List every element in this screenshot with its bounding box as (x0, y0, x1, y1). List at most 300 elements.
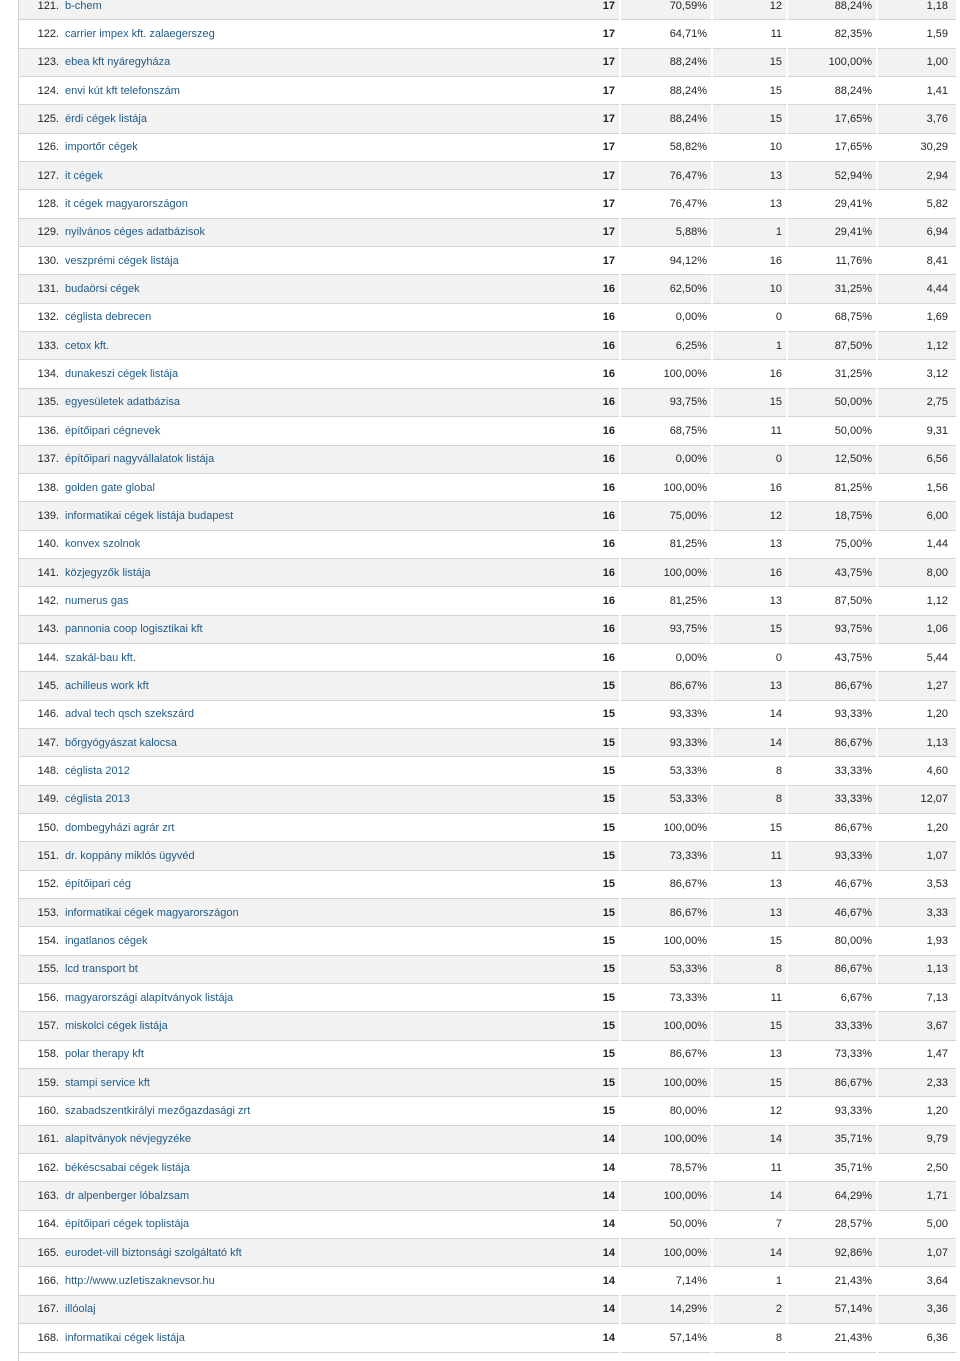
count-value: 10 (712, 133, 787, 161)
percent-value-2: 43,75% (787, 643, 877, 671)
percent-value-2: 64,29% (787, 1182, 877, 1210)
percent-value: 7,14% (620, 1267, 712, 1295)
table-row (19, 1069, 956, 1097)
keyword-link[interactable]: céglista 2013 (61, 785, 529, 813)
percent-value: 58,82% (620, 133, 712, 161)
row-rank: 154. (19, 927, 61, 955)
table-row (19, 984, 956, 1012)
table-row (19, 757, 956, 785)
keyword-link[interactable]: achilleus work kft (61, 672, 529, 700)
keyword-link[interactable]: it cégek magyarországon (61, 190, 529, 218)
average-value: 30,29 (877, 133, 956, 161)
row-rank: 150. (19, 813, 61, 841)
count-value: 15 (712, 105, 787, 133)
count-value: 13 (712, 190, 787, 218)
percent-value-2: 50,00% (787, 417, 877, 445)
table-row (19, 445, 956, 473)
clicks-value: 16 (529, 587, 620, 615)
count-value: 11 (712, 842, 787, 870)
table-row (19, 20, 956, 48)
clicks-value: 16 (529, 558, 620, 586)
count-value: 12 (712, 1097, 787, 1125)
row-rank: 138. (19, 473, 61, 501)
row-rank: 140. (19, 530, 61, 558)
clicks-value: 16 (529, 502, 620, 530)
percent-value-2: 86,67% (787, 728, 877, 756)
keyword-link[interactable]: importőr cégek (61, 133, 529, 161)
average-value: 1,13 (877, 728, 956, 756)
row-rank: 164. (19, 1210, 61, 1238)
average-value: 8,00 (877, 558, 956, 586)
count-value: 0 (712, 303, 787, 331)
row-rank: 134. (19, 360, 61, 388)
percent-value-2: 46,67% (787, 899, 877, 927)
clicks-value: 15 (529, 1012, 620, 1040)
row-rank: 121. (19, 0, 61, 20)
row-rank: 155. (19, 955, 61, 983)
percent-value-2: 100,00% (787, 48, 877, 76)
count-value: 13 (712, 162, 787, 190)
row-rank: 124. (19, 77, 61, 105)
row-rank: 165. (19, 1239, 61, 1267)
percent-value-2: 52,94% (787, 162, 877, 190)
table-row (19, 1040, 956, 1068)
percent-value: 100,00% (620, 1069, 712, 1097)
average-value: 1,47 (877, 1040, 956, 1068)
keyword-link[interactable]: carrier impex kft. zalaegerszeg (61, 20, 529, 48)
table-row (19, 502, 956, 530)
average-value: 1,07 (877, 1239, 956, 1267)
table-row (19, 190, 956, 218)
percent-value: 81,25% (620, 530, 712, 558)
percent-value: 73,33% (620, 842, 712, 870)
keyword-link[interactable]: numerus gas (61, 587, 529, 615)
count-value: 8 (712, 785, 787, 813)
table-row (19, 558, 956, 586)
clicks-value: 15 (529, 984, 620, 1012)
percent-value: 93,33% (620, 700, 712, 728)
percent-value: 93,75% (620, 615, 712, 643)
percent-value-2: 82,35% (787, 20, 877, 48)
average-value: 3,53 (877, 870, 956, 898)
row-rank: 144. (19, 643, 61, 671)
row-rank: 160. (19, 1097, 61, 1125)
table-row (19, 473, 956, 501)
average-value: 3,67 (877, 1012, 956, 1040)
count-value: 16 (712, 360, 787, 388)
clicks-value: 14 (529, 1182, 620, 1210)
keyword-link[interactable]: cetox kft. (61, 332, 529, 360)
row-rank: 156. (19, 984, 61, 1012)
percent-value-2: 33,33% (787, 1012, 877, 1040)
count-value: 11 (712, 984, 787, 1012)
percent-value: 0,00% (620, 445, 712, 473)
clicks-value: 14 (529, 1154, 620, 1182)
clicks-value: 14 (529, 1210, 620, 1238)
percent-value-2: 86,67% (787, 672, 877, 700)
percent-value-2: 80,00% (787, 927, 877, 955)
clicks-value: 15 (529, 1097, 620, 1125)
count-value: 15 (712, 77, 787, 105)
percent-value-2: 57,14% (787, 1295, 877, 1323)
clicks-value: 15 (529, 813, 620, 841)
keyword-link[interactable]: békéscsabai cégek listája (61, 1154, 529, 1182)
percent-value: 88,24% (620, 48, 712, 76)
table-row (19, 1239, 956, 1267)
clicks-value: 16 (529, 473, 620, 501)
average-value: 1,20 (877, 700, 956, 728)
average-value: 1,18 (877, 0, 956, 20)
keyword-link[interactable]: it cégek (61, 162, 529, 190)
row-rank: 151. (19, 842, 61, 870)
table-row (19, 842, 956, 870)
row-rank: 152. (19, 870, 61, 898)
count-value: 14 (712, 1125, 787, 1153)
count-value: 11 (712, 417, 787, 445)
percent-value-2: 33,33% (787, 757, 877, 785)
percent-value-2: 86,67% (787, 813, 877, 841)
table-row (19, 162, 956, 190)
table-row (19, 1154, 956, 1182)
average-value: 1,07 (877, 842, 956, 870)
row-rank: 145. (19, 672, 61, 700)
clicks-value: 17 (529, 48, 620, 76)
keyword-link[interactable]: dombegyházi agrár zrt (61, 813, 529, 841)
percent-value-2: 93,75% (787, 615, 877, 643)
keyword-link[interactable]: dr alpenberger lóbalzsam (61, 1182, 529, 1210)
average-value: 6,94 (877, 218, 956, 246)
percent-value-2: 81,25% (787, 473, 877, 501)
percent-value: 14,29% (620, 1295, 712, 1323)
average-value: 3,76 (877, 105, 956, 133)
percent-value-2: 12,50% (787, 445, 877, 473)
percent-value: 100,00% (620, 1012, 712, 1040)
row-rank: 159. (19, 1069, 61, 1097)
keyword-link[interactable]: nyilvános céges adatbázisok (61, 218, 529, 246)
percent-value: 93,33% (620, 728, 712, 756)
count-value: 15 (712, 48, 787, 76)
count-value: 1 (712, 1267, 787, 1295)
table-row (19, 275, 956, 303)
clicks-value: 17 (529, 0, 620, 20)
count-value: 15 (712, 1069, 787, 1097)
percent-value-2: 88,24% (787, 0, 877, 20)
percent-value: 57,14% (620, 1324, 712, 1352)
table-row (19, 700, 956, 728)
row-rank: 125. (19, 105, 61, 133)
percent-value: 78,57% (620, 1154, 712, 1182)
table-row (19, 1125, 956, 1153)
average-value: 8,41 (877, 247, 956, 275)
count-value: 1 (712, 218, 787, 246)
average-value: 2,75 (877, 388, 956, 416)
row-rank: 136. (19, 417, 61, 445)
row-rank: 167. (19, 1295, 61, 1323)
row-rank: 137. (19, 445, 61, 473)
count-value: 16 (712, 247, 787, 275)
table-row (19, 643, 956, 671)
keyword-link[interactable]: stampi service kft (61, 1069, 529, 1097)
count-value: 0 (712, 445, 787, 473)
count-value: 14 (712, 700, 787, 728)
average-value: 6,36 (877, 1324, 956, 1352)
percent-value-2: 17,65% (787, 105, 877, 133)
percent-value: 88,24% (620, 77, 712, 105)
keyword-link[interactable]: illóolaj (61, 1295, 529, 1323)
table-row (19, 48, 956, 76)
table-row (19, 303, 956, 331)
average-value: 12,07 (877, 785, 956, 813)
keyword-link[interactable]: b-chem (61, 0, 529, 20)
row-rank: 149. (19, 785, 61, 813)
keyword-link[interactable]: miskolci cégek listája (61, 1012, 529, 1040)
keyword-link[interactable]: alapítványok névjegyzéke (61, 1125, 529, 1153)
percent-value: 70,59% (620, 0, 712, 20)
percent-value-2: 21,43% (787, 1267, 877, 1295)
keyword-link[interactable]: magyarországi alapítványok listája (61, 984, 529, 1012)
clicks-value: 14 (529, 1267, 620, 1295)
table-row (19, 785, 956, 813)
keyword-link[interactable]: budaörsi cégek (61, 275, 529, 303)
clicks-value: 14 (529, 1239, 620, 1267)
keyword-link[interactable]: pannonia coop logisztikai kft (61, 615, 529, 643)
percent-value: 93,75% (620, 388, 712, 416)
row-rank: 132. (19, 303, 61, 331)
keyword-link[interactable]: szakál-bau kft. (61, 643, 529, 671)
row-rank: 153. (19, 899, 61, 927)
table-row (19, 615, 956, 643)
keyword-link[interactable]: érdi cégek listája (61, 105, 529, 133)
count-value: 13 (712, 672, 787, 700)
keyword-link[interactable]: közjegyzők listája (61, 558, 529, 586)
keyword-link[interactable]: ingatlanos cégek (61, 927, 529, 955)
table-row (19, 1324, 956, 1352)
average-value: 5,00 (877, 1210, 956, 1238)
keyword-link[interactable]: építőipari cég (61, 870, 529, 898)
keyword-link[interactable]: egyesületek adatbázisa (61, 388, 529, 416)
table-row (19, 417, 956, 445)
table-row (19, 105, 956, 133)
percent-value: 75,00% (620, 502, 712, 530)
clicks-value: 15 (529, 899, 620, 927)
table-row (19, 1012, 956, 1040)
row-rank: 139. (19, 502, 61, 530)
count-value: 13 (712, 587, 787, 615)
keyword-link[interactable]: dr. koppány miklós ügyvéd (61, 842, 529, 870)
percent-value: 0,00% (620, 303, 712, 331)
clicks-value: 15 (529, 955, 620, 983)
row-rank: 130. (19, 247, 61, 275)
percent-value: 86,67% (620, 870, 712, 898)
keyword-link[interactable]: http://www.uzletiszaknevsor.hu (61, 1267, 529, 1295)
percent-value-2: 86,67% (787, 1069, 877, 1097)
percent-value: 100,00% (620, 1125, 712, 1153)
keyword-link[interactable]: építőipari nagyvállalatok listája (61, 445, 529, 473)
keyword-link[interactable]: lcd transport bt (61, 955, 529, 983)
count-value: 13 (712, 1040, 787, 1068)
count-value: 7 (712, 1210, 787, 1238)
percent-value-2: 50,00% (787, 388, 877, 416)
percent-value-2: 6,67% (787, 984, 877, 1012)
table-row (19, 899, 956, 927)
count-value: 8 (712, 1324, 787, 1352)
clicks-value: 14 (529, 1295, 620, 1323)
table-row (19, 728, 956, 756)
average-value: 3,64 (877, 1267, 956, 1295)
clicks-value: 17 (529, 247, 620, 275)
keyword-link[interactable]: golden gate global (61, 473, 529, 501)
count-value: 8 (712, 955, 787, 983)
row-rank: 168. (19, 1324, 61, 1352)
clicks-value: 14 (529, 1125, 620, 1153)
count-value: 12 (712, 502, 787, 530)
table-row (19, 388, 956, 416)
keyword-link[interactable]: adval tech qsch szekszárd (61, 700, 529, 728)
keyword-link[interactable]: veszprémi cégek listája (61, 247, 529, 275)
percent-value: 73,33% (620, 984, 712, 1012)
row-rank: 133. (19, 332, 61, 360)
keyword-link[interactable]: informatikai cégek listája (61, 1324, 529, 1352)
average-value: 2,94 (877, 162, 956, 190)
clicks-value: 17 (529, 162, 620, 190)
keyword-link[interactable]: informatikai cégek magyarországon (61, 899, 529, 927)
average-value: 1,06 (877, 615, 956, 643)
table-row (19, 870, 956, 898)
count-value: 14 (712, 1182, 787, 1210)
clicks-value: 15 (529, 757, 620, 785)
row-rank: 135. (19, 388, 61, 416)
keyword-link[interactable]: konvex szolnok (61, 530, 529, 558)
count-value: 15 (712, 388, 787, 416)
average-value: 5,44 (877, 643, 956, 671)
percent-value: 53,33% (620, 785, 712, 813)
percent-value: 50,00% (620, 1210, 712, 1238)
average-value: 1,20 (877, 813, 956, 841)
percent-value: 53,33% (620, 955, 712, 983)
table-row (19, 1267, 956, 1295)
count-value: 1 (712, 332, 787, 360)
keyword-link[interactable]: szabadszentkirályi mezőgazdasági zrt (61, 1097, 529, 1125)
clicks-value: 17 (529, 133, 620, 161)
table-row (19, 1097, 956, 1125)
table-row (19, 587, 956, 615)
table-row (19, 247, 956, 275)
clicks-value: 15 (529, 700, 620, 728)
clicks-value: 16 (529, 332, 620, 360)
keyword-link[interactable]: ebea kft nyáregyháza (61, 48, 529, 76)
percent-value-2: 88,24% (787, 77, 877, 105)
table-row (19, 530, 956, 558)
clicks-value: 17 (529, 218, 620, 246)
percent-value-2: 93,33% (787, 1097, 877, 1125)
average-value: 1,71 (877, 1182, 956, 1210)
count-value: 16 (712, 558, 787, 586)
percent-value-2: 87,50% (787, 587, 877, 615)
count-value: 13 (712, 530, 787, 558)
row-rank: 141. (19, 558, 61, 586)
count-value: 11 (712, 1154, 787, 1182)
percent-value-2: 87,50% (787, 332, 877, 360)
average-value: 4,44 (877, 275, 956, 303)
table-row (19, 1182, 956, 1210)
percent-value-2: 86,67% (787, 955, 877, 983)
row-rank: 129. (19, 218, 61, 246)
keyword-link[interactable]: polar therapy kft (61, 1040, 529, 1068)
keyword-link[interactable]: envi kút kft telefonszám (61, 77, 529, 105)
keyword-link[interactable]: bőrgyógyászat kalocsa (61, 728, 529, 756)
row-rank: 127. (19, 162, 61, 190)
percent-value-2: 31,25% (787, 275, 877, 303)
clicks-value: 17 (529, 20, 620, 48)
average-value: 1,41 (877, 77, 956, 105)
average-value: 1,20 (877, 1097, 956, 1125)
clicks-value: 17 (529, 190, 620, 218)
keyword-link[interactable]: építőipari cégek toplistája (61, 1210, 529, 1238)
percent-value: 86,67% (620, 1040, 712, 1068)
table-row (19, 955, 956, 983)
table-row (19, 0, 956, 20)
average-value: 2,33 (877, 1069, 956, 1097)
average-value: 3,12 (877, 360, 956, 388)
average-value: 1,27 (877, 672, 956, 700)
row-rank: 158. (19, 1040, 61, 1068)
row-rank: 166. (19, 1267, 61, 1295)
clicks-value: 16 (529, 615, 620, 643)
average-value: 1,44 (877, 530, 956, 558)
clicks-value: 17 (529, 77, 620, 105)
keyword-link[interactable]: informatikai cégek listája budapest (61, 502, 529, 530)
table-row (19, 77, 956, 105)
clicks-value: 16 (529, 643, 620, 671)
percent-value: 100,00% (620, 927, 712, 955)
average-value: 1,00 (877, 48, 956, 76)
percent-value-2: 92,86% (787, 1239, 877, 1267)
clicks-value: 15 (529, 870, 620, 898)
clicks-value: 16 (529, 445, 620, 473)
table-row (19, 927, 956, 955)
keyword-link[interactable]: céglista 2012 (61, 757, 529, 785)
keyword-link[interactable]: céglista debrecen (61, 303, 529, 331)
row-rank: 142. (19, 587, 61, 615)
average-value: 5,82 (877, 190, 956, 218)
clicks-value: 16 (529, 530, 620, 558)
percent-value: 5,88% (620, 218, 712, 246)
keyword-table-body (19, 0, 956, 1352)
count-value: 8 (712, 757, 787, 785)
percent-value-2: 31,25% (787, 360, 877, 388)
clicks-value: 16 (529, 360, 620, 388)
percent-value-2: 46,67% (787, 870, 877, 898)
table-row (19, 360, 956, 388)
percent-value-2: 93,33% (787, 842, 877, 870)
percent-value: 100,00% (620, 473, 712, 501)
average-value: 7,13 (877, 984, 956, 1012)
average-value: 9,31 (877, 417, 956, 445)
percent-value: 64,71% (620, 20, 712, 48)
percent-value-2: 75,00% (787, 530, 877, 558)
count-value: 13 (712, 899, 787, 927)
average-value: 1,12 (877, 587, 956, 615)
count-value: 15 (712, 813, 787, 841)
keyword-link[interactable]: dunakeszi cégek listája (61, 360, 529, 388)
percent-value-2: 68,75% (787, 303, 877, 331)
keyword-link[interactable]: építőipari cégnevek (61, 417, 529, 445)
row-rank: 161. (19, 1125, 61, 1153)
keyword-link[interactable]: eurodet-vill biztonsági szolgáltató kft (61, 1239, 529, 1267)
percent-value-2: 17,65% (787, 133, 877, 161)
percent-value: 0,00% (620, 643, 712, 671)
row-rank: 122. (19, 20, 61, 48)
